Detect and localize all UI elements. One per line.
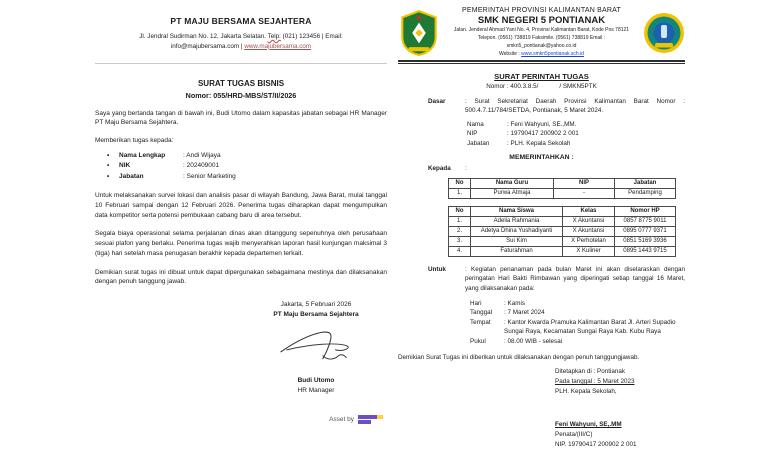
address-line1-cont: (021) 123456 | Email: <box>280 33 343 40</box>
kepada-label: Kepada <box>428 165 451 173</box>
field-label: Jabatan <box>467 139 490 147</box>
school-address: Jalan. Jenderal Ahmad Yani No. 4, Provinsi Kalimantan Barat, Kode Pos 78121 <box>453 27 630 33</box>
field-label: • Nama Lengkap <box>119 152 166 159</box>
field-value: : Kantor Kwarda Pramuka Kalimantan Barat Jl. Arteri Supadio Sungai Raya, Kecamatan Sungai Raya Kab. Kubu Raya <box>504 318 676 336</box>
letter-number: Nomor: 055/HRD-MBS/ST/II/2026 <box>185 90 297 100</box>
cell-jabatan: Pendamping <box>615 188 676 198</box>
paragraph-task: Untuk melaksanakan survei lokasi dan analisis pasar di wilayah Bandung, Jawa Barat, mulai tanggal 10 Februari sampai dengan 12 Februari 2026. Penerima tugas diharapkan dapat mengumpulkan data kompetitor serta potensi pembukaan cabang baru di area tersebut. <box>95 192 387 219</box>
letter-number: Nomor : 400.3.8.5/ / SMKN5PTK <box>486 83 597 90</box>
telp-label: Telp: <box>267 33 281 40</box>
signature-icon <box>277 326 355 366</box>
signer-name: Budi Utomo <box>297 377 335 385</box>
issuing-officer-block <box>467 120 685 148</box>
school-badge-icon <box>643 10 685 56</box>
field-label: Pukul <box>470 337 486 345</box>
field-value: : 19790417 200902 2 001 <box>507 130 579 138</box>
cell-hp: 0895 1443 9715 <box>615 246 676 256</box>
province-crest-icon <box>398 9 440 57</box>
cell-no: 1. <box>449 188 471 198</box>
signature-scribble <box>245 324 387 368</box>
letterhead-text <box>443 7 640 58</box>
field-label: Hari <box>470 299 482 307</box>
company-email: info@majubersama.com | <box>170 42 245 50</box>
school-contact: Telepon. (0561) 738819 Faksimile. (0561) 738819 Email : smkn5_pontianak@yahoo.co.id <box>477 35 606 49</box>
cell-hp: 0895 0777 9371 <box>615 226 676 236</box>
cell-nama-guru: Purwa Atmaja <box>471 188 554 198</box>
date-place: Jakarta, 5 Februari 2026 <box>280 301 352 309</box>
guru-table <box>448 178 676 199</box>
signature-block <box>245 300 387 396</box>
col-header: NIP <box>554 178 615 188</box>
col-header: Nama Guru <box>471 178 554 188</box>
company-address <box>95 32 387 52</box>
cell-nama-siswa: Adetya Dhina Yushadiyanti <box>471 226 563 236</box>
paragraph-cost: Segala biaya operasional selama perjalanan dinas akan ditanggung sepenuhnya oleh perusahaan sesuai plafon yang berlaku. Penerima tugas wajib menyerahkan laporan hasil kunjungan maksimal 3 (tiga) hari setelah masa penugasan berakhir kepada departemen terkait. <box>95 230 387 257</box>
signature-block <box>555 420 685 449</box>
signer-name: Feni Wahyuni, SE,.MM <box>555 421 622 429</box>
siswa-table <box>448 206 676 257</box>
website-label: Website : <box>499 50 522 57</box>
event-detail-block <box>470 299 685 346</box>
cell-nama-siswa: Faturahman <box>471 246 563 256</box>
field-label: • NIK <box>119 162 131 170</box>
cell-hp: 0857 8775 9011 <box>615 216 676 226</box>
col-header: Jabatan <box>615 178 676 188</box>
col-header: No <box>449 206 471 216</box>
field-label: Tempat <box>470 318 491 326</box>
dasar-text: : Surat Sekretariat Daerah Provinsi Kalimantan Barat Nomor : 500.4.7.11/784/SETDA, Pontianak, 5 Maret 2024. <box>465 98 685 115</box>
company-website-link[interactable]: www.majubersama.com <box>244 42 312 50</box>
cell-nip: - <box>554 188 615 198</box>
kepada-row <box>398 164 685 173</box>
asset-by-label: Asset by <box>329 416 354 423</box>
cell-no: 4. <box>449 246 471 256</box>
assignee-detail-list <box>107 151 387 182</box>
table-row <box>449 246 676 256</box>
signer-rank: Penata/(III/C) <box>555 431 593 439</box>
col-header: Kelas <box>563 206 615 216</box>
list-item <box>107 161 387 171</box>
untuk-label: Untuk <box>428 265 446 273</box>
table-header-row <box>449 206 676 216</box>
school-assignment-letter <box>398 0 685 448</box>
field-value: : Senior Marketing <box>183 172 236 180</box>
detail-row <box>470 308 685 317</box>
cell-kelas: X Perhotelan <box>563 236 615 246</box>
school-website-link[interactable]: www.smkn5pontianak.sch.id <box>521 50 584 57</box>
assignment-lead: Memberikan tugas kepada: <box>95 137 174 144</box>
officer-row <box>467 129 685 138</box>
letterhead-divider <box>95 63 387 64</box>
ditetapkan-line: Ditetapkan di : Pontianak <box>555 368 626 376</box>
asset-attribution <box>329 415 383 424</box>
detail-row <box>470 337 685 346</box>
pada-tanggal-line: Pada tanggal : 5 Maret 2023 <box>555 377 635 385</box>
cell-hp: 0851 5169 3936 <box>615 236 676 246</box>
field-value: : 7 Maret 2024 <box>504 309 545 317</box>
untuk-row <box>398 265 685 293</box>
untuk-text: : Kegiatan penanaman pada bulan Maret ini akan diselaraskan dengan peringatan Hari Bakti Rimbawan yang diperingati setiap tanggal 16 Maret, yang dilaksanakan pada: <box>465 265 685 292</box>
table-header-row <box>449 178 676 188</box>
officer-row <box>467 120 685 129</box>
field-value: : Andi Wijaya <box>183 152 221 159</box>
letter-title: SURAT TUGAS BISNIS <box>197 78 285 88</box>
col-header: Nama Siswa <box>471 206 563 216</box>
cell-kelas: X Akuntansi <box>563 226 615 236</box>
kepada-colon: : <box>465 165 467 173</box>
field-label: Tanggal <box>470 309 493 317</box>
address-line1: Jl. Jendral Sudirman No. 12, Jakarta Selatan. <box>139 33 268 40</box>
paragraph-closing: Demikian surat tugas ini dibuat untuk dapat dipergunakan sebagaimana mestinya dan dilaksanakan dengan penuh tanggung jawab. <box>95 268 387 286</box>
brand-logo-accent <box>377 415 383 419</box>
signer-nip: NIP. 19790417 200902 2 001 <box>555 440 637 448</box>
school-name: SMK NEGERI 5 PONTIANAK <box>477 15 606 26</box>
officer-row <box>467 139 685 148</box>
field-label: Nama <box>467 120 484 128</box>
paragraph-intro: Saya yang bertanda tangan di bawah ini, Budi Utomo dalam kapasitas jabatan sebagai HR Manager PT Maju Bersama Sejahtera. <box>95 109 387 127</box>
dasar-label: Dasar <box>428 98 446 105</box>
brand-logo-bar2 <box>358 420 371 424</box>
col-header: No <box>449 178 471 188</box>
cell-no: 2. <box>449 226 471 236</box>
field-value: : 08.00 WIB - selesai <box>504 337 563 345</box>
memerintahkan-heading: MEMERINTAHKAN : <box>509 154 574 162</box>
table-row <box>449 188 676 198</box>
brand-logo[interactable] <box>358 415 383 424</box>
table-row <box>449 236 676 246</box>
plh-line: PLH. Kepala Sekolah, <box>555 387 617 395</box>
cell-kelas: X Akuntansi <box>563 216 615 226</box>
detail-row <box>470 318 685 337</box>
letterhead <box>398 7 685 58</box>
list-item <box>107 151 387 161</box>
signing-company: PT Maju Bersama Sejahtera <box>273 311 359 319</box>
letterhead-divider <box>398 60 685 64</box>
government-line: PEMERINTAH PROVINSI KALIMANTAN BARAT <box>462 7 621 14</box>
cell-no: 1. <box>449 216 471 226</box>
col-header: Nomor HP <box>615 206 676 216</box>
company-name: PT MAJU BERSAMA SEJAHTERA <box>170 16 312 26</box>
field-value: : Feni Wahyuni, SE.,MM. <box>507 120 577 128</box>
cell-no: 3. <box>449 236 471 246</box>
field-value: : Kamis <box>504 299 525 307</box>
field-label: • Jabatan <box>119 172 144 180</box>
field-value: : PLH. Kepala Sekolah <box>507 139 571 147</box>
detail-row <box>470 299 685 308</box>
brand-logo-bar <box>358 415 377 419</box>
letter-title: SURAT PERINTAH TUGAS <box>494 72 589 81</box>
field-value: : 202409001 <box>183 162 220 170</box>
table-row <box>449 226 676 236</box>
field-label: NIP <box>467 130 478 138</box>
school-website-line <box>443 51 640 58</box>
cell-nama-siswa: Adelia Rahmania <box>471 216 563 226</box>
table-row <box>449 216 676 226</box>
list-item <box>107 172 387 182</box>
issuance-block <box>555 367 685 396</box>
business-assignment-letter <box>95 0 387 432</box>
closing-paragraph: Demikian Surat Tugas ini diberikan untuk dilaksanakan dengan penuh tanggungjawab. <box>398 354 640 362</box>
signer-role: HR Manager <box>297 387 335 395</box>
cell-kelas: X Kuliner <box>563 246 615 256</box>
cell-nama-siswa: Sui Kim <box>471 236 563 246</box>
dasar-row <box>398 97 685 116</box>
